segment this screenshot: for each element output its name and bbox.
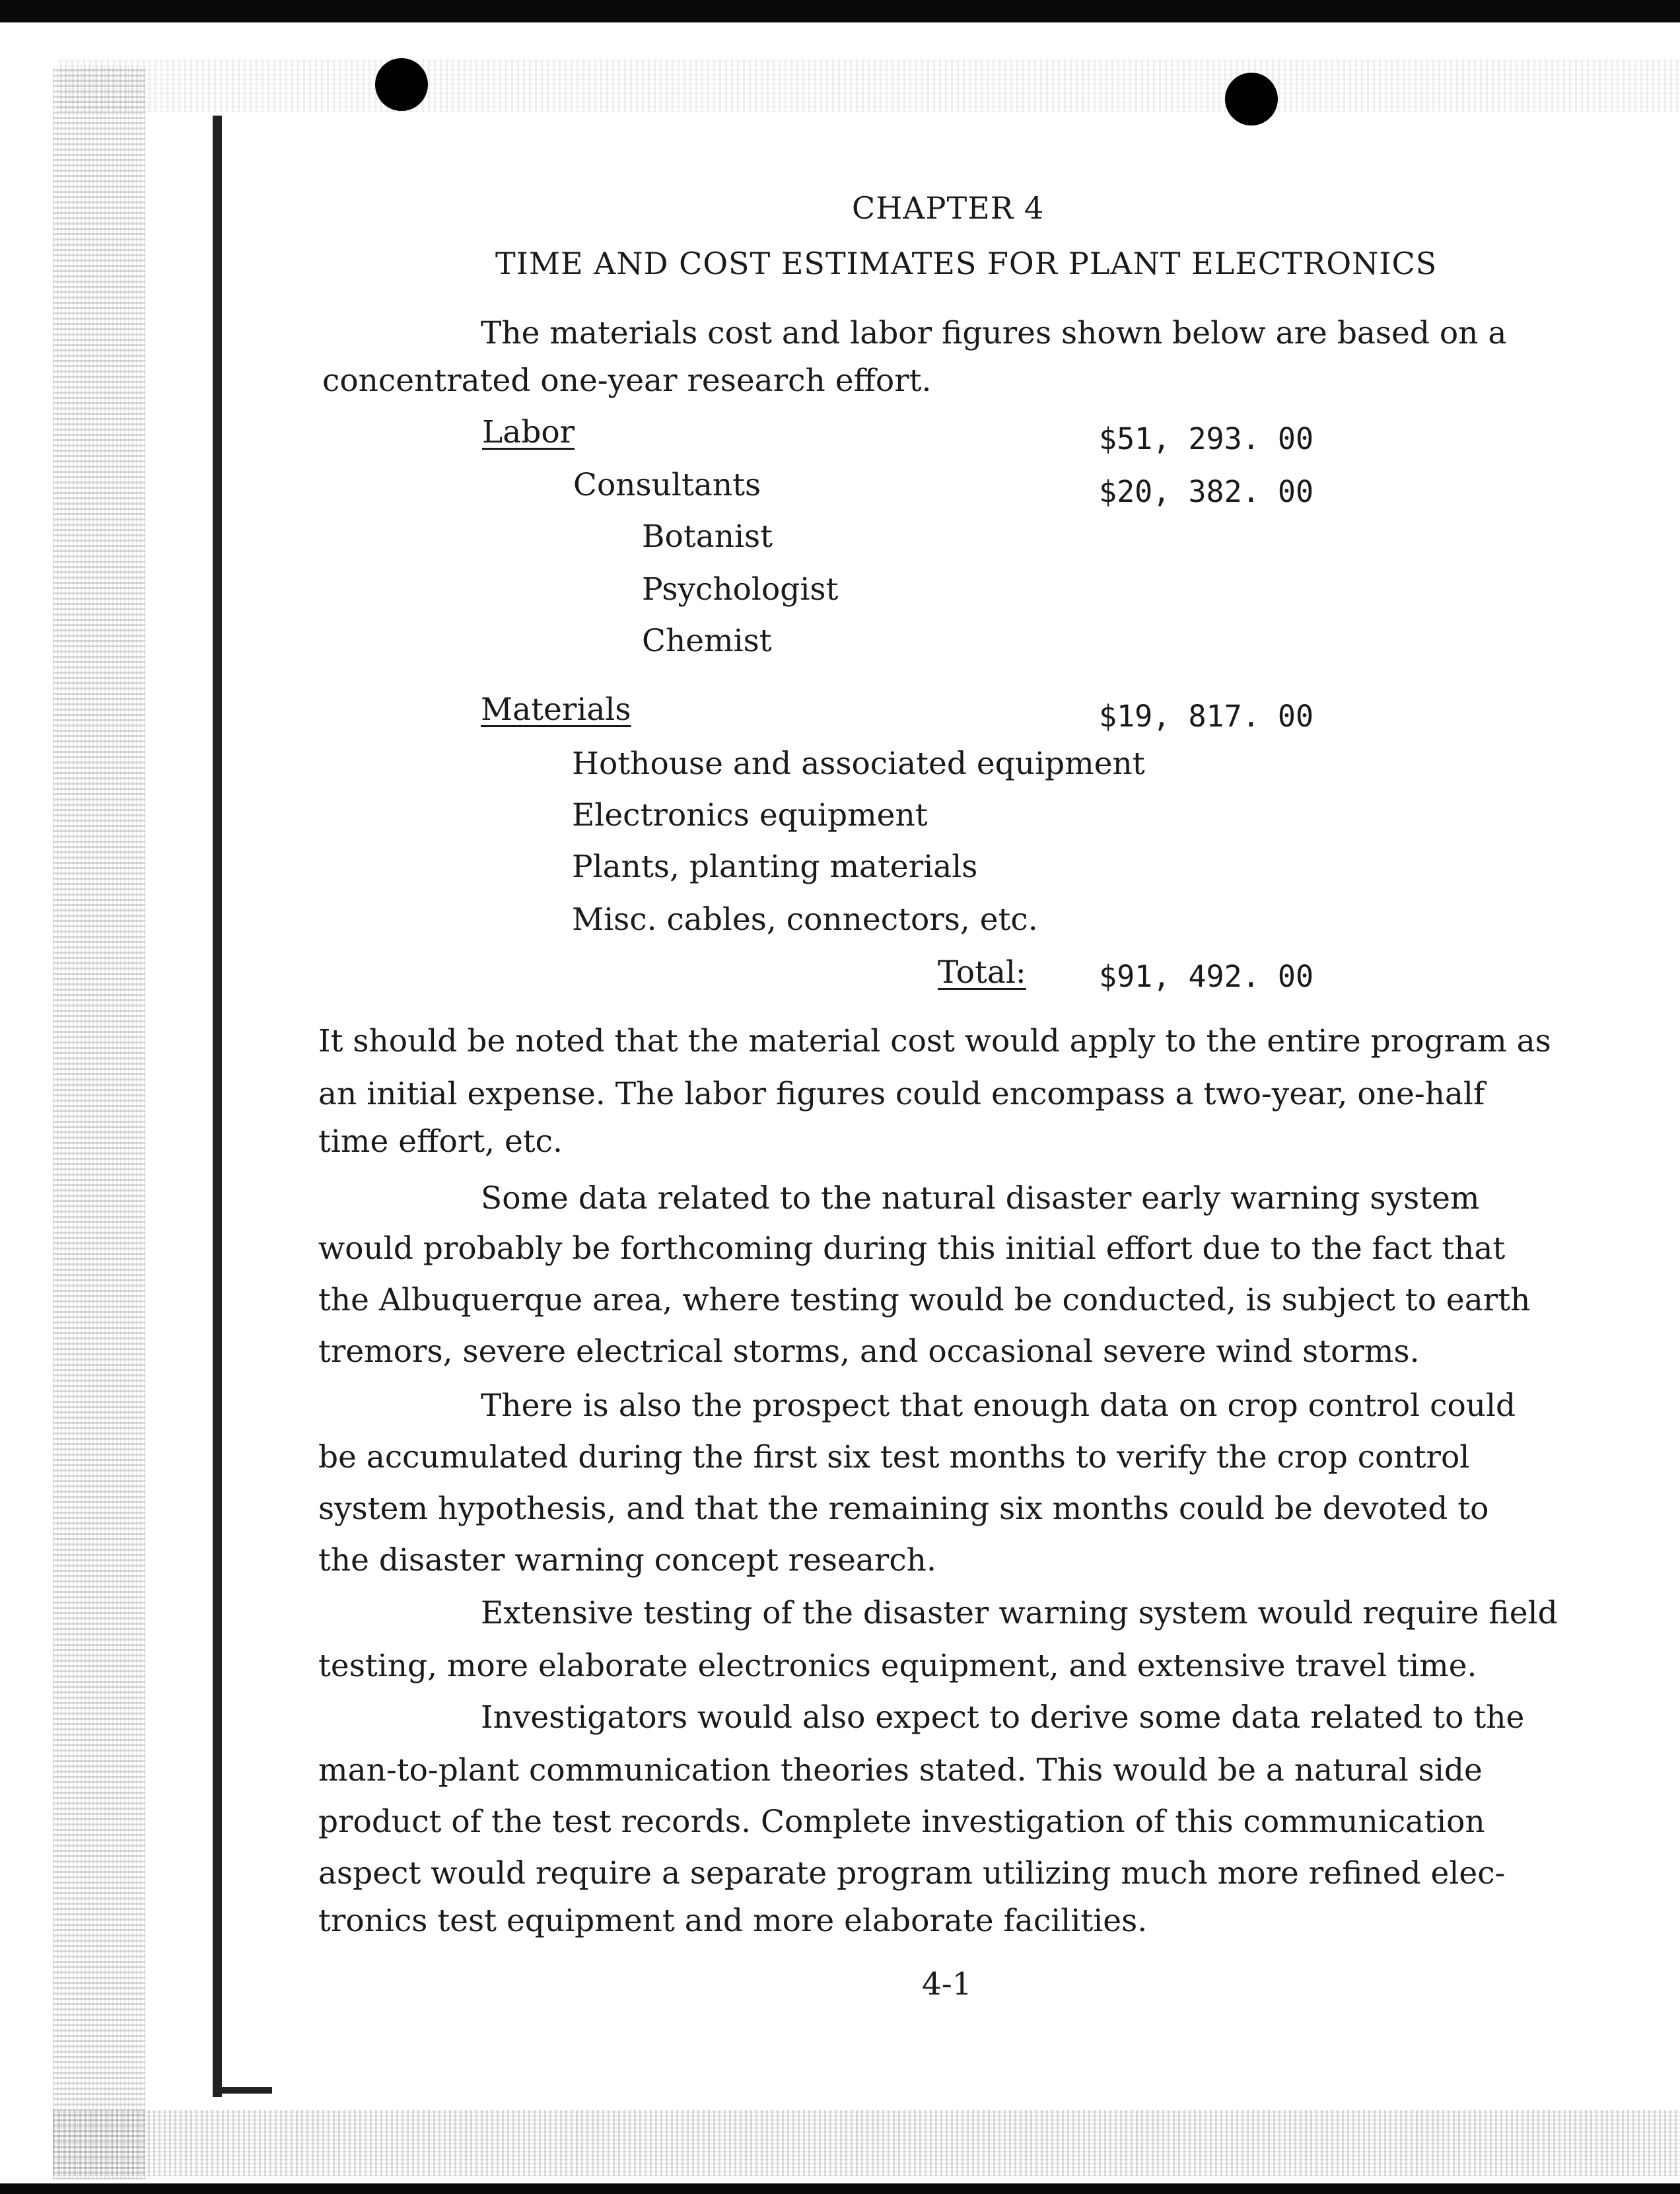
materials-item: Plants, planting materials xyxy=(572,849,978,885)
total-amount: $91, 492. 00 xyxy=(1099,959,1314,994)
materials-item: Hothouse and associated equipment xyxy=(572,746,1145,782)
labor-label: Labor xyxy=(482,414,575,450)
materials-label: Materials xyxy=(481,691,631,728)
materials-item: Misc. cables, connectors, etc. xyxy=(572,902,1038,938)
paragraph-line: There is also the prospect that enough data on crop control could xyxy=(481,1388,1516,1424)
page-number: 4-1 xyxy=(922,1966,972,2002)
consultants-label: Consultants xyxy=(573,467,761,503)
paragraph-line: the disaster warning concept research. xyxy=(318,1542,936,1578)
paragraph-line: time effort, etc. xyxy=(318,1123,563,1160)
labor-amount: $51, 293. 00 xyxy=(1099,421,1314,456)
paragraph-line: It should be noted that the material cost would apply to the entire program as xyxy=(318,1023,1551,1059)
consultant-item: Botanist xyxy=(642,518,773,555)
intro-line: The materials cost and labor figures shown below are based on a xyxy=(481,315,1507,351)
paragraph-line: Extensive testing of the disaster warning system would require field xyxy=(481,1595,1558,1631)
paragraph-line: testing, more elaborate electronics equipment, and extensive travel time. xyxy=(318,1648,1477,1684)
paragraph-line: aspect would require a separate program utilizing much more refined elec- xyxy=(318,1855,1506,1892)
document-title: TIME AND COST ESTIMATES FOR PLANT ELECTRONICS xyxy=(495,246,1438,281)
paragraph-line: system hypothesis, and that the remaining six months could be devoted to xyxy=(318,1491,1489,1527)
paragraph-line: product of the test records. Complete investigation of this communication xyxy=(318,1804,1485,1840)
consultant-item: Psychologist xyxy=(642,571,839,608)
paragraph-line: man-to-plant communication theories stated. This would be a natural side xyxy=(318,1752,1483,1788)
intro-line: concentrated one-year research effort. xyxy=(322,363,932,399)
materials-amount: $19, 817. 00 xyxy=(1099,699,1314,734)
paragraph-line: would probably be forthcoming during this initial effort due to the fact that xyxy=(318,1230,1506,1267)
paragraph-line: tronics test equipment and more elaborate facilities. xyxy=(318,1903,1148,1939)
chapter-heading: CHAPTER 4 xyxy=(852,190,1045,226)
consultant-item: Chemist xyxy=(642,623,772,659)
total-label: Total: xyxy=(938,954,1026,991)
paragraph-line: the Albuquerque area, where testing would be conducted, is subject to earth xyxy=(318,1282,1531,1318)
paragraph-line: Some data related to the natural disaster early warning system xyxy=(481,1180,1480,1217)
materials-item: Electronics equipment xyxy=(572,797,928,833)
paragraph-line: an initial expense. The labor figures could encompass a two-year, one-half xyxy=(318,1076,1485,1112)
consultants-amount: $20, 382. 00 xyxy=(1099,474,1314,509)
paragraph-line: be accumulated during the first six test months to verify the crop control xyxy=(318,1439,1470,1475)
paragraph-line: tremors, severe electrical storms, and occasional severe wind storms. xyxy=(318,1333,1420,1370)
paragraph-line: Investigators would also expect to derive some data related to the xyxy=(481,1699,1525,1736)
